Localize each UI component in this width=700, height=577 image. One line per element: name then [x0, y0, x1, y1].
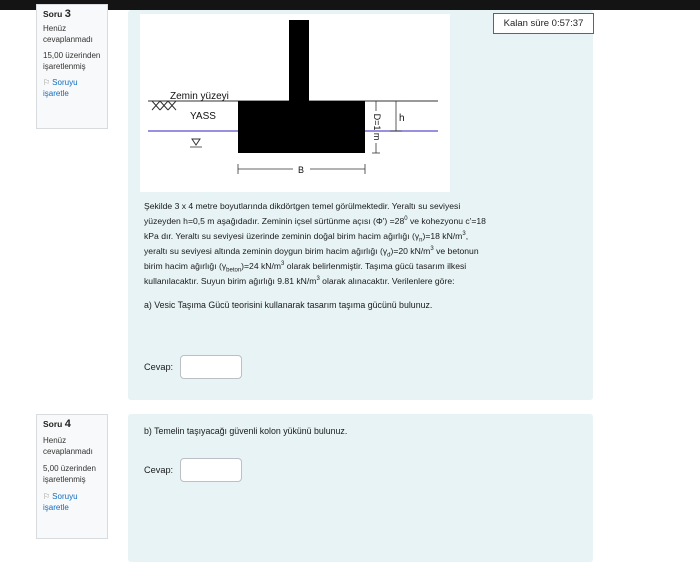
- question-4-number: Soru 4: [43, 418, 71, 430]
- column: [289, 20, 309, 103]
- foundation-diagram: [140, 14, 450, 192]
- question-line-1: Şekilde 3 x 4 metre boyutlarında dikdörtgen temel görülmektedir. Yeraltı su seviyesi: [144, 201, 461, 211]
- footing: [238, 101, 365, 153]
- water-table-marker-icon: [192, 139, 200, 145]
- time-remaining: Kalan süre 0:57:37: [493, 13, 594, 34]
- question-3-text: [144, 199, 594, 289]
- flag-icon: ⚐: [43, 78, 51, 87]
- question-line-2: yüzeyden h=0,5 m aşağıdadır. Zeminin içsel sürtünme açısı $(\Phi') =28^0$ ve kohezyonu c'=18: [144, 216, 486, 226]
- question-4-score: 5,00 üzerinden işaretlenmiş: [43, 464, 96, 484]
- part-b-prompt: b) Temelin taşıyacağı güvenli kolon yükünü bulunuz.: [144, 426, 348, 436]
- water-table-label: YASS: [190, 111, 216, 122]
- question-line-5: birim hacim ağırlığı $(\gamma_{beton})=24$ $kN/m^3$ olarak belirlenmiştir. Taşıma gücü tasarım ilkesi: [144, 261, 467, 274]
- h-label: h: [399, 113, 405, 124]
- ground-hatch-icon: [152, 101, 176, 110]
- answer-label-q4: Cevap:: [144, 465, 174, 475]
- part-a-prompt: a) Vesic Taşıma Gücü teorisini kullanarak tasarım taşıma gücünü bulunuz.: [144, 300, 433, 310]
- question-3-flag-link[interactable]: ⚐ Soruyu işaretle: [43, 78, 78, 98]
- answer-input-q3[interactable]: [180, 355, 242, 379]
- question-4-panel: [128, 414, 593, 562]
- question-line-6: kullanılacaktır. Suyun birim ağırlığı 9.81 $kN/m^3$ olarak alınacaktır. Verilenlere göre:: [144, 276, 455, 286]
- answer-input-q4[interactable]: [180, 458, 242, 482]
- depth-label: D=1 m: [372, 113, 382, 141]
- question-4-status: Henüz cevaplanmadı: [43, 436, 93, 456]
- flag-icon: ⚐: [43, 492, 51, 501]
- question-line-3: kPa dır. Yeraltı su seviyesi üzerinde zeminin doğal birim hacim ağırlığı $(\gamma_n)=18$ $kN/m^3$,: [144, 231, 469, 244]
- question-line-4: yeraltı su seviyesi altında zeminin doygun birim hacim ağırlığı $(\gamma_d)=20$ $kN/m^3$ ve betonun: [144, 246, 479, 259]
- foundation-diagram-svg: [140, 14, 450, 192]
- question-4-flag-link[interactable]: ⚐ Soruyu işaretle: [43, 492, 78, 512]
- question-3-score: 15,00 üzerinden işaretlenmiş: [43, 51, 101, 71]
- question-3-info: [36, 4, 108, 129]
- answer-label-q3: Cevap:: [144, 362, 174, 372]
- question-3-status: Henüz cevaplanmadı: [43, 24, 93, 44]
- question-3-number: Soru 3: [43, 8, 71, 20]
- ground-surface-label: Zemin yüzeyi: [170, 91, 229, 102]
- width-label: B: [297, 165, 305, 175]
- question-4-info: [36, 414, 108, 539]
